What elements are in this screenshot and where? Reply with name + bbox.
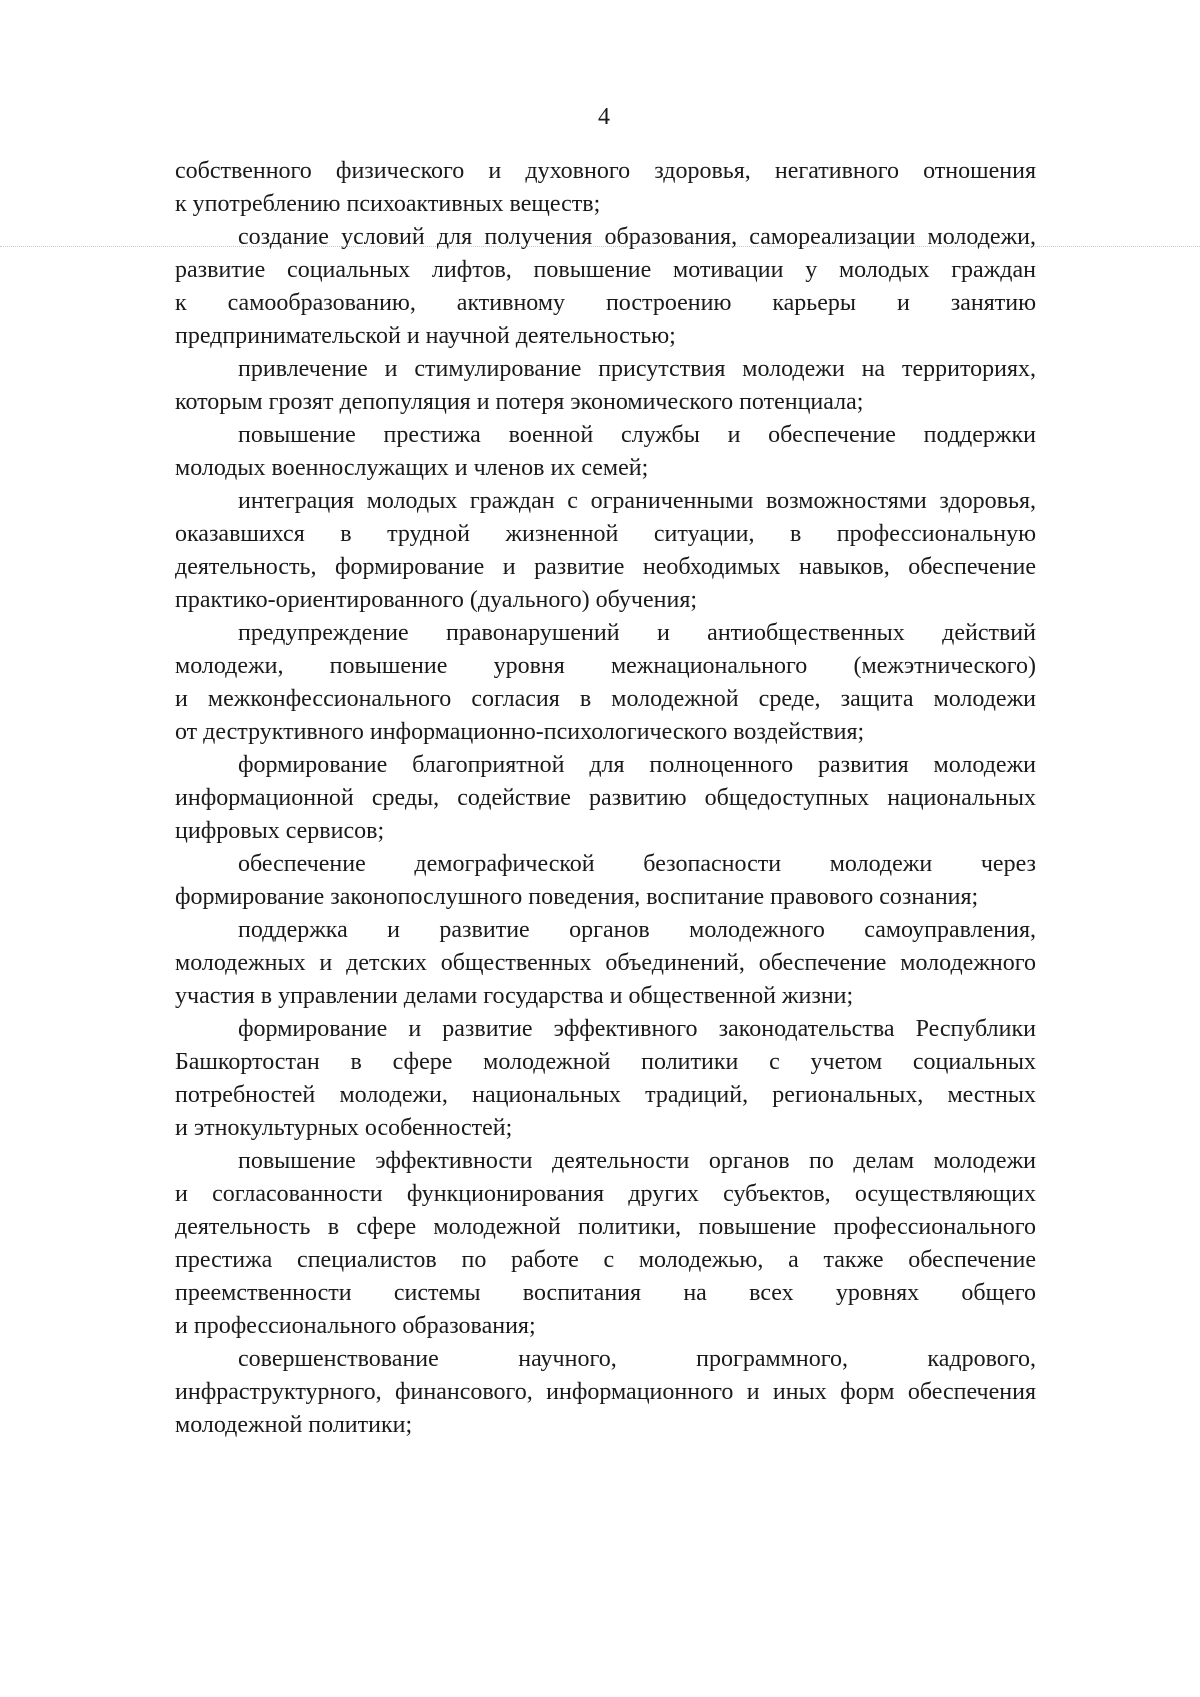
document-body xyxy=(175,155,1036,1442)
paragraph xyxy=(175,1013,1036,1145)
text-line: цифровых сервисов; xyxy=(175,818,385,844)
paragraph xyxy=(175,221,1036,353)
text-line: практико-ориентированного (дуального) обучения; xyxy=(175,587,698,613)
text-line: привлечение и стимулирование присутствия молодежи на территориях, xyxy=(238,356,1036,382)
text-line: формирование и развитие эффективного законодательства Республики xyxy=(238,1016,1036,1042)
text-line: деятельность, формирование и развитие необходимых навыков, обеспечение xyxy=(175,554,1036,580)
text-line: формирование благоприятной для полноценного развития молодежи xyxy=(238,752,1036,778)
text-line: потребностей молодежи, национальных традиций, региональных, местных xyxy=(175,1082,1036,1108)
text-line: развитие социальных лифтов, повышение мотивации у молодых граждан xyxy=(175,257,1036,283)
text-line: от деструктивного информационно-психологического воздействия; xyxy=(175,719,865,745)
text-line: оказавшихся в трудной жизненной ситуации, в профессиональную xyxy=(175,521,1036,547)
paragraph xyxy=(175,485,1036,617)
paragraph xyxy=(175,617,1036,749)
text-line: собственного физического и духовного здоровья, негативного отношения xyxy=(175,158,1036,184)
paragraph xyxy=(175,155,1036,221)
paragraph xyxy=(175,419,1036,485)
text-line: Башкортостан в сфере молодежной политики с учетом социальных xyxy=(175,1049,1036,1075)
paragraph xyxy=(175,353,1036,419)
text-line: повышение престижа военной службы и обеспечение поддержки xyxy=(238,422,1036,448)
text-line: поддержка и развитие органов молодежного самоуправления, xyxy=(238,917,1036,943)
text-line: предпринимательской и научной деятельностью; xyxy=(175,323,676,349)
text-line: предупреждение правонарушений и антиобщественных действий xyxy=(238,620,1036,646)
text-line: к самообразованию, активному построению карьеры и занятию xyxy=(175,290,1036,316)
text-line: молодежи, повышение уровня межнационального (межэтнического) xyxy=(175,653,1036,679)
text-line: к употреблению психоактивных веществ; xyxy=(175,191,601,217)
paragraph xyxy=(175,1145,1036,1343)
text-line: и согласованности функционирования других субъектов, осуществляющих xyxy=(175,1181,1036,1207)
text-line: и этнокультурных особенностей; xyxy=(175,1115,513,1141)
text-line: которым грозят депопуляция и потеря экономического потенциала; xyxy=(175,389,864,415)
text-line: престижа специалистов по работе с молодежью, а также обеспечение xyxy=(175,1247,1036,1273)
text-line: молодежных и детских общественных объединений, обеспечение молодежного xyxy=(175,950,1036,976)
page-number: 4 xyxy=(598,104,610,130)
paragraph xyxy=(175,848,1036,914)
paragraph xyxy=(175,749,1036,848)
text-line: молодых военнослужащих и членов их семей; xyxy=(175,455,649,481)
text-line: информационной среды, содействие развитию общедоступных национальных xyxy=(175,785,1036,811)
text-line: и межконфессионального согласия в молодежной среде, защита молодежи xyxy=(175,686,1036,712)
paragraph xyxy=(175,914,1036,1013)
text-line: инфраструктурного, финансового, информационного и иных форм обеспечения xyxy=(175,1379,1036,1405)
text-line: преемственности системы воспитания на всех уровнях общего xyxy=(175,1280,1036,1306)
text-line: деятельность в сфере молодежной политики, повышение профессионального xyxy=(175,1214,1036,1240)
text-line: обеспечение демографической безопасности молодежи через xyxy=(238,851,1036,877)
paragraph xyxy=(175,1343,1036,1442)
text-line: совершенствование научного, программного, кадрового, xyxy=(238,1346,1036,1372)
text-line: молодежной политики; xyxy=(175,1412,413,1438)
text-line: интеграция молодых граждан с ограниченными возможностями здоровья, xyxy=(238,488,1036,514)
text-line: повышение эффективности деятельности органов по делам молодежи xyxy=(238,1148,1036,1174)
text-line: создание условий для получения образования, самореализации молодежи, xyxy=(238,224,1036,250)
text-line: участия в управлении делами государства и общественной жизни; xyxy=(175,983,854,1009)
text-line: формирование законопослушного поведения, воспитание правового сознания; xyxy=(175,884,979,910)
text-line: и профессионального образования; xyxy=(175,1313,536,1339)
